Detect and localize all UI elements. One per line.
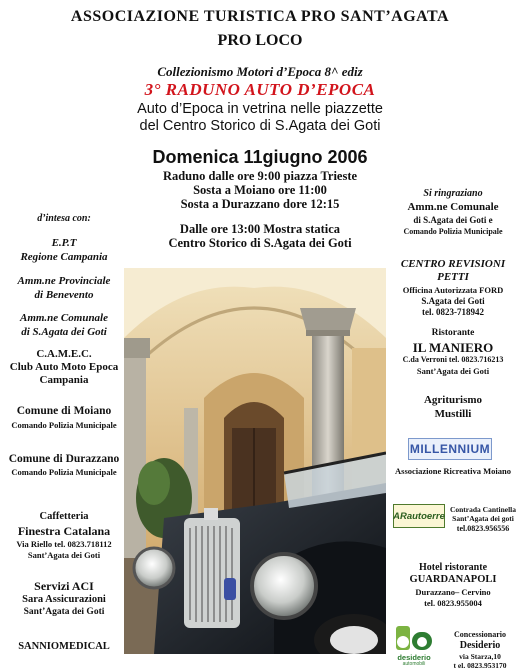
arautoerre-city: Sant’Agata dei goti (452, 514, 514, 523)
agriturismo-name: Mustilli (434, 408, 472, 420)
millennium-logo-text: MILLENNIUM (409, 442, 491, 456)
desiderio-logo-sub: automobili (402, 661, 426, 667)
aci-insurance: Sara Assicurazioni (22, 594, 106, 605)
caffetteria-city: Sant’Agata dei Goti (27, 550, 101, 560)
intesa-label: d’intesa con: (37, 213, 91, 224)
event-title: 3° RADUNO AUTO D’EPOCA (144, 80, 376, 99)
arautoerre-address: Contrada Cantinella (449, 505, 517, 514)
desiderio-logo-text: desiderio (397, 653, 431, 662)
restaurant-name: IL MANIERO (412, 340, 494, 355)
millennium-association: Associazione Ricreativa Moiano (395, 466, 511, 476)
thanks-police: Comando Polizia Municipale (403, 227, 503, 236)
durazzano-commune: Comune di Durazzano (8, 453, 120, 465)
tagline-line-2: del Centro Storico di S.Agata dei Goti (139, 118, 381, 134)
durazzano-police: Comando Polizia Municipale (11, 467, 117, 477)
municipal-admin-sub: di S.Agata dei Goti (21, 326, 107, 338)
desiderio-logo (390, 624, 438, 668)
sanniomedical: SANNIOMEDICAL (18, 641, 110, 652)
hotel-phone: tel. 0823.955004 (424, 598, 482, 608)
revisioni-name: PETTI (437, 271, 469, 283)
arautoerre-logo-text: ARautoerre (393, 510, 445, 522)
vintage-car-photo (124, 268, 386, 654)
provincial-admin-sub: di Benevento (34, 289, 94, 301)
provincial-admin: Amm.ne Provinciale (17, 275, 111, 287)
dealer-address: via Starza,10 (459, 652, 501, 661)
caffetteria-name: Finestra Catalana (17, 524, 111, 538)
collezionismo-subtitle: Collezionismo Motori d’Epoca 8^ ediz (157, 64, 363, 79)
moiano-police: Comando Polizia Municipale (11, 420, 117, 430)
aci-city: Sant’Agata dei Goti (23, 607, 105, 617)
camec-title: C.A.M.E.C. (36, 348, 92, 360)
ept-title: E.P.T (51, 237, 77, 249)
dealer-label: Concessionario (454, 630, 506, 639)
schedule-line: Sosta a Durazzano dore 12:15 (180, 197, 340, 211)
schedule-line: Centro Storico di S.Agata dei Goti (168, 236, 352, 250)
municipal-admin: Amm.ne Comunale (19, 312, 109, 324)
arautoerre-phone: tel.0823.956556 (456, 524, 510, 533)
camec-sub: Club Auto Moto Epoca (9, 361, 119, 373)
arautoerre-logo (393, 504, 445, 528)
thanks-municipal: Amm.ne Comunale (407, 201, 499, 213)
schedule-line: Sosta a Moiano ore 11:00 (193, 183, 327, 197)
revisioni-ford: Officina Autorizzata FORD (402, 285, 504, 295)
event-date: Domenica 11giugno 2006 (152, 147, 368, 167)
header-organization: ASSOCIAZIONE TURISTICA PRO SANT’AGATA (70, 8, 450, 25)
header-pro-loco: PRO LOCO (217, 32, 303, 49)
restaurant-city: Sant’Agata dei Goti (416, 366, 490, 376)
hotel-label: Hotel ristorante (418, 562, 488, 573)
revisioni-phone: tel. 0823-718942 (422, 307, 484, 317)
thanks-municipal-sub: di S.Agata dei Goti e (413, 215, 493, 225)
caffetteria-label: Caffetteria (39, 511, 89, 522)
revisioni-title: CENTRO REVISIONI (400, 258, 506, 270)
ept-sub: Regione Campania (20, 251, 108, 263)
agriturismo-label: Agriturismo (423, 394, 483, 406)
schedule-line: Raduno dalle ore 9:00 piazza Trieste (162, 169, 358, 183)
moiano-commune: Comune di Moiano (16, 405, 112, 417)
schedule-line: Dalle ore 13:00 Mostra statica (179, 222, 341, 236)
restaurant-address: C.da Verroni tel. 0823.716213 (402, 355, 504, 364)
camec-sub: Campania (39, 374, 89, 386)
tagline-line-1: Auto d’Epoca in vetrina nelle piazzette (137, 101, 383, 117)
restaurant-label: Ristorante (431, 328, 475, 338)
caffetteria-address: Via Riello tel. 0823.718112 (16, 539, 112, 549)
hotel-location: Durazzano– Cervino (415, 587, 491, 597)
desiderio-logo-mark (390, 624, 438, 654)
dealer-phone: t el. 0823.953170 (453, 661, 507, 670)
thanks-label: Si ringraziano (423, 188, 483, 199)
aci-services: Servizi ACI (34, 579, 94, 593)
revisioni-city: S.Agata dei Goti (421, 296, 485, 306)
hotel-name: GUARDANAPOLI (409, 574, 497, 585)
millennium-logo (408, 438, 492, 460)
dealer-name: Desiderio (459, 640, 501, 651)
